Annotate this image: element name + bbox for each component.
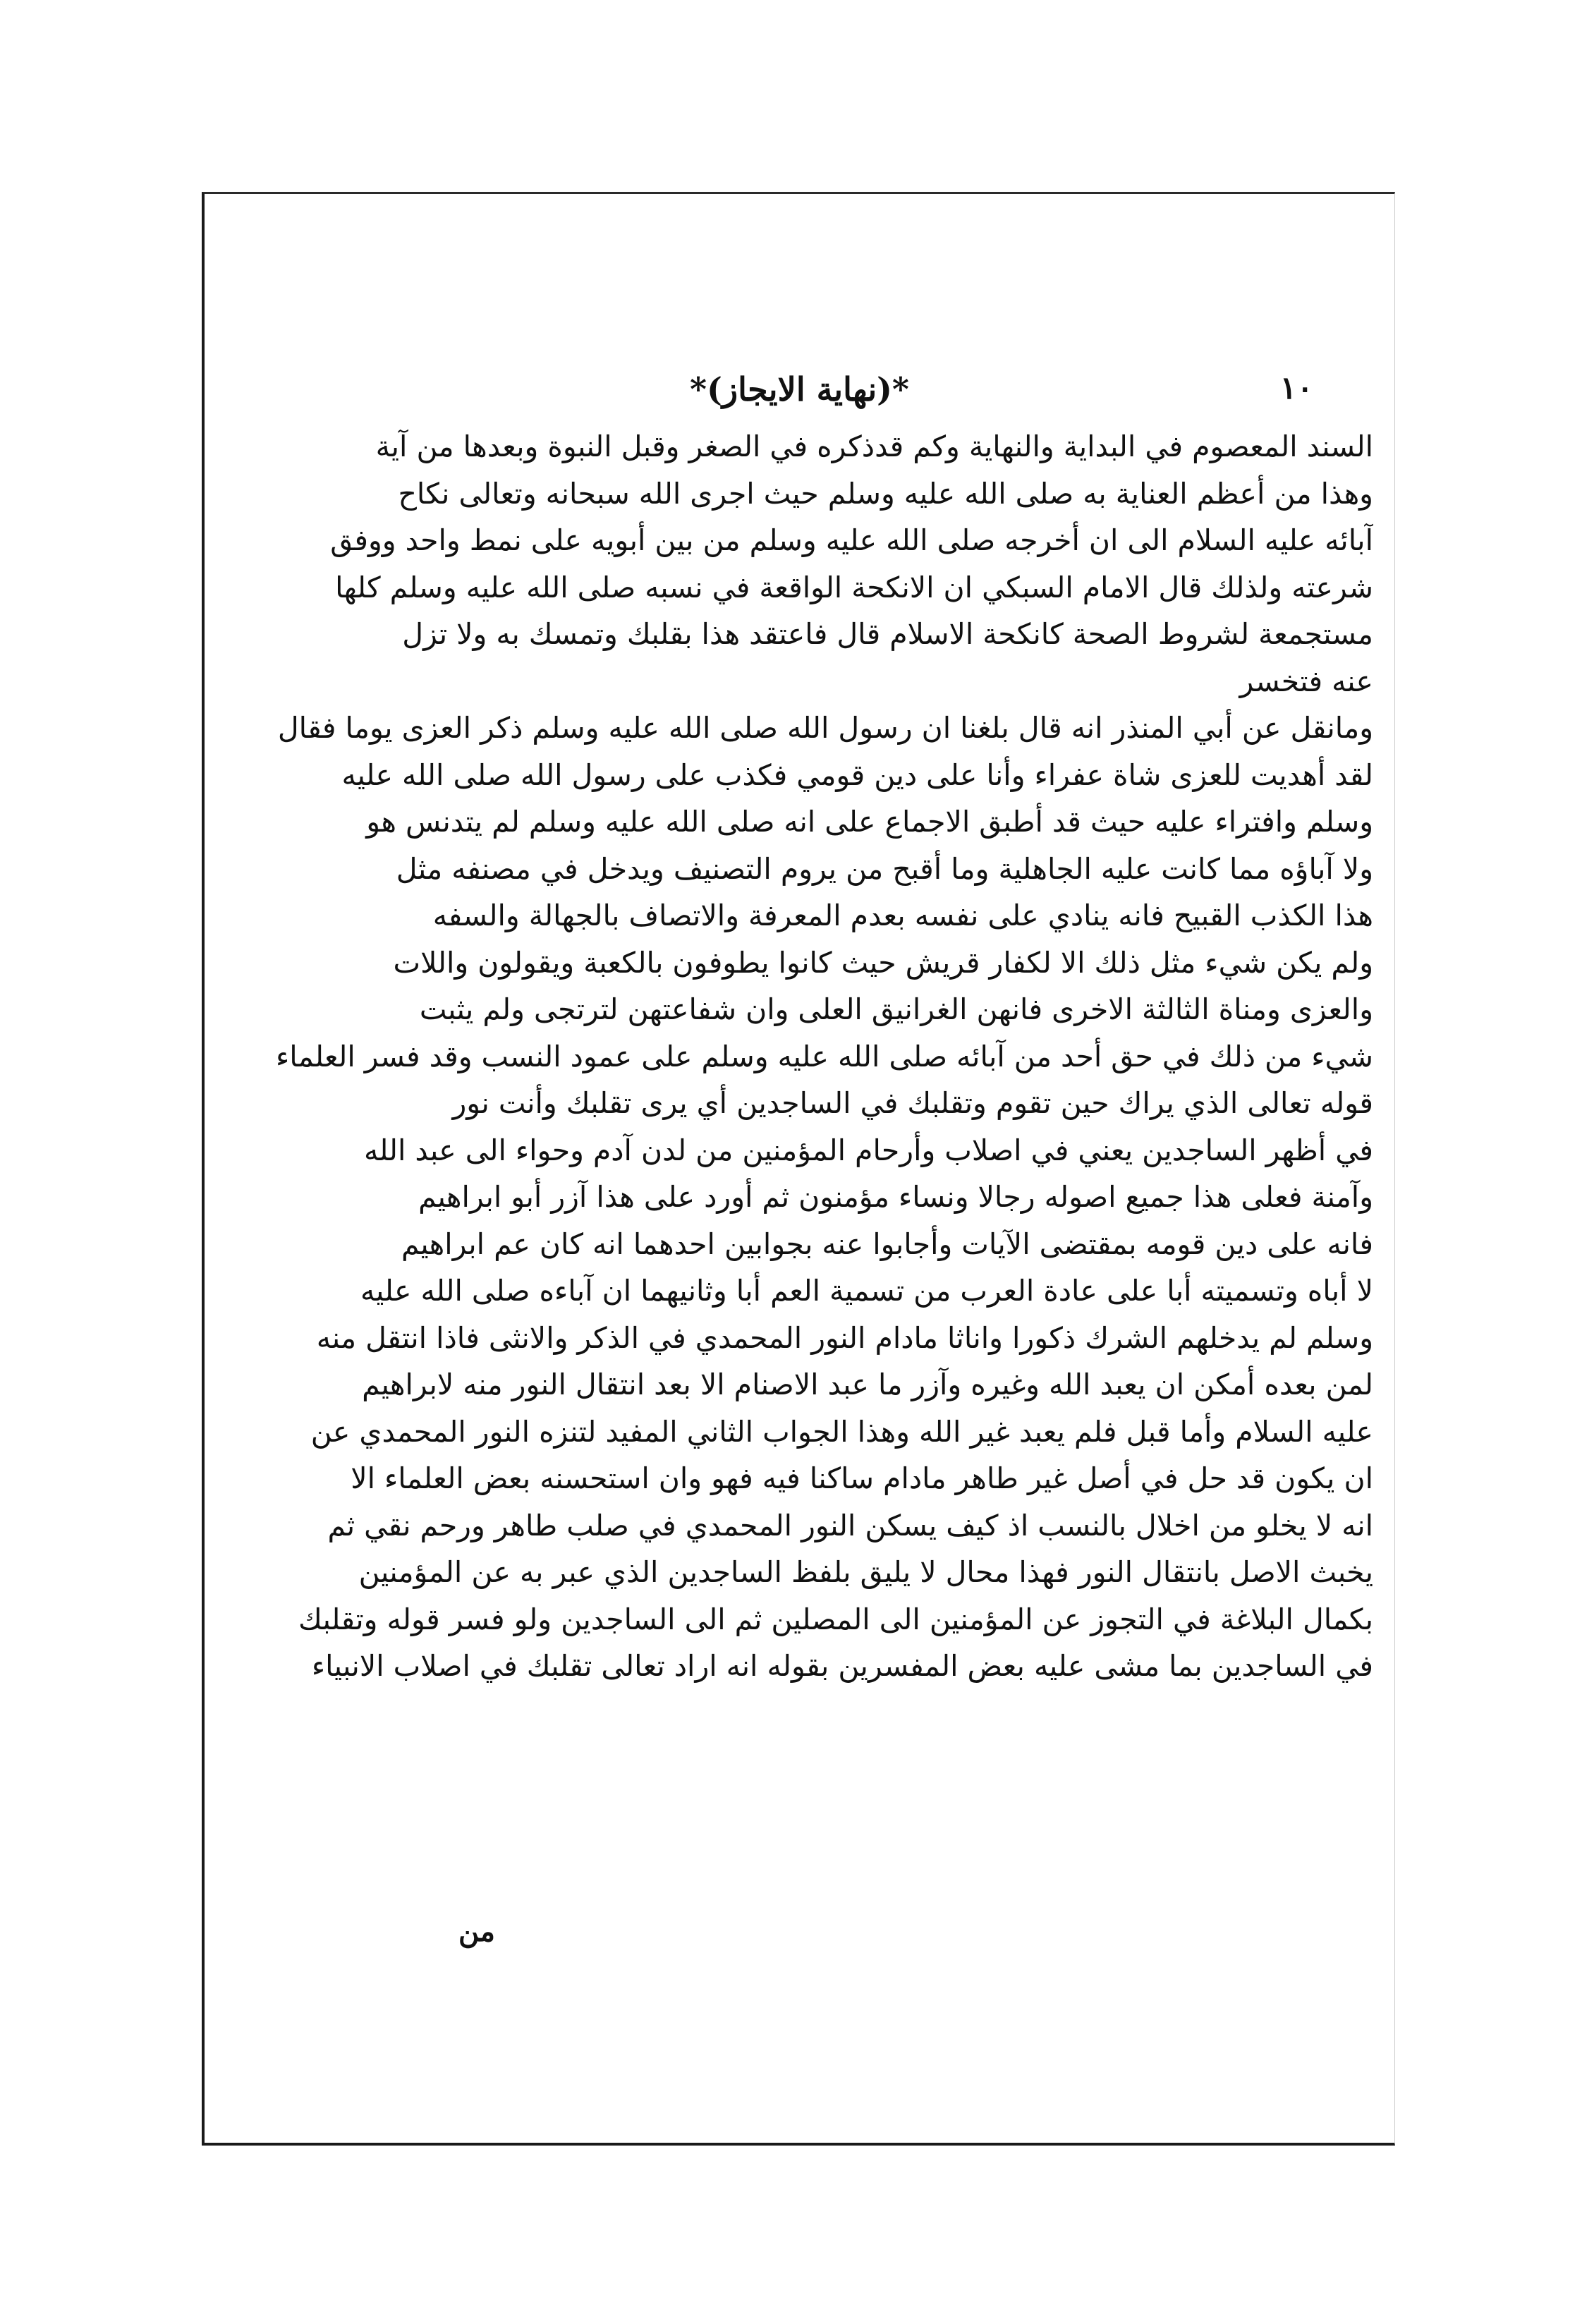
text-line: لقد أهديت للعزى شاة عفراء وأنا على دين قومي فكذب على رسول الله صلى الله عليه bbox=[341, 758, 1373, 792]
text-line: في أظهر الساجدين يعني في اصلاب وأرحام المؤمنين من لدن آدم وحواء الى عبد الله bbox=[363, 1133, 1373, 1167]
text-line: وسلم لم يدخلهم الشرك ذكورا واناثا مادام النور المحمدي في الذكر والانثى فاذا انتقل منه bbox=[316, 1320, 1373, 1355]
catchword: من bbox=[458, 1915, 495, 1948]
text-line: فانه على دين قومه بمقتضى الآيات وأجابوا عنه بجوابين احدهما انه كان عم ابراهيم bbox=[401, 1227, 1373, 1261]
paragraph-2 bbox=[226, 705, 1373, 1690]
text-line: السند المعصوم في البداية والنهاية وكم قدذكره في الصغر وقبل النبوة وبعدها من آية bbox=[375, 430, 1373, 463]
text-line: بكمال البلاغة في التجوز عن المؤمنين الى المصلين ثم الى الساجدين ولو فسر قوله وتقلبك bbox=[298, 1602, 1373, 1636]
text-line: انه لا يخلو من اخلال بالنسب اذ كيف يسكن النور المحمدي في صلب طاهر ورحم نقي ثم bbox=[327, 1508, 1373, 1543]
running-title: *(نهاية الايجاز)* bbox=[690, 370, 909, 408]
text-line: وهذا من أعظم العناية به صلى الله عليه وسلم حيث اجرى الله سبحانه وتعالى نكاح bbox=[398, 476, 1373, 511]
text-line: عنه فتخسر bbox=[1239, 664, 1373, 698]
text-line: لمن بعده أمكن ان يعبد الله وغيره وآزر ما عبد الاصنام الا بعد انتقال النور منه لابراهيم bbox=[362, 1368, 1373, 1401]
text-line: ولا آباؤه مما كانت عليه الجاهلية وما أقبح من يروم التصنيف ويدخل في مصنفه مثل bbox=[396, 851, 1373, 886]
text-line: شيء من ذلك في حق أحد من آبائه صلى الله عليه وسلم على عمود النسب وقد فسر العلماء bbox=[276, 1039, 1373, 1073]
text-line: في الساجدين بما مشى عليه بعض المفسرين بقوله انه اراد تعالى تقلبك في اصلاب الانبياء bbox=[311, 1649, 1373, 1683]
text-line: هذا الكذب القبيح فانه ينادي على نفسه بعدم المعرفة والاتصاف بالجهالة والسفه bbox=[432, 899, 1373, 932]
main-text bbox=[226, 423, 1373, 1690]
page-frame bbox=[202, 192, 1395, 2146]
text-line: ان يكون قد حل في أصل غير طاهر مادام ساكنا فيه فهو وان استحسنه بعض العلماء الا bbox=[351, 1461, 1373, 1495]
page-number: ١٠ bbox=[1279, 370, 1313, 406]
page-header bbox=[205, 370, 1394, 420]
text-line: آبائه عليه السلام الى ان أخرجه صلى الله عليه وسلم من بين أبويه على نمط واحد ووفق bbox=[330, 523, 1373, 557]
text-line: مستجمعة لشروط الصحة كانكحة الاسلام قال فاعتقد هذا بقلبك وتمسك به ولا تزل bbox=[402, 617, 1373, 651]
text-line: قوله تعالى الذي يراك حين تقوم وتقلبك في الساجدين أي يرى تقلبك وأنت نور bbox=[452, 1086, 1373, 1120]
text-line: والعزى ومناة الثالثة الاخرى فانهن الغرانيق العلى وان شفاعتهن لترتجى ولم يثبت bbox=[419, 992, 1373, 1026]
text-line: ولم يكن شيء مثل ذلك الا لكفار قريش حيث كانوا يطوفون بالكعبة ويقولون واللات bbox=[393, 945, 1373, 980]
text-line: لا أباه وتسميته أبا على عادة العرب من تسمية العم أبا وثانيهما ان آباءه صلى الله عليه bbox=[360, 1274, 1373, 1308]
text-line: عليه السلام وأما قبل فلم يعبد غير الله وهذا الجواب الثاني المفيد لتنزه النور المحمدي عن bbox=[310, 1414, 1373, 1449]
paragraph-1 bbox=[226, 423, 1373, 705]
text-line: وآمنة فعلى هذا جميع اصوله رجالا ونساء مؤمنون ثم أورد على هذا آزر أبو ابراهيم bbox=[418, 1180, 1373, 1214]
text-line: شرعته ولذلك قال الامام السبكي ان الانكحة الواقعة في نسبه صلى الله عليه وسلم كلها bbox=[335, 570, 1373, 604]
text-line: يخبث الاصل بانتقال النور فهذا محال لا يليق بلفظ الساجدين الذي عبر به عن المؤمنين bbox=[358, 1555, 1373, 1589]
text-line: ومانقل عن أبي المنذر انه قال بلغنا ان رسول الله صلى الله عليه وسلم ذكر العزى يوما فقال bbox=[277, 711, 1373, 745]
text-line: وسلم وافتراء عليه حيث قد أطبق الاجماع على انه صلى الله عليه وسلم لم يتدنس هو bbox=[366, 805, 1373, 839]
